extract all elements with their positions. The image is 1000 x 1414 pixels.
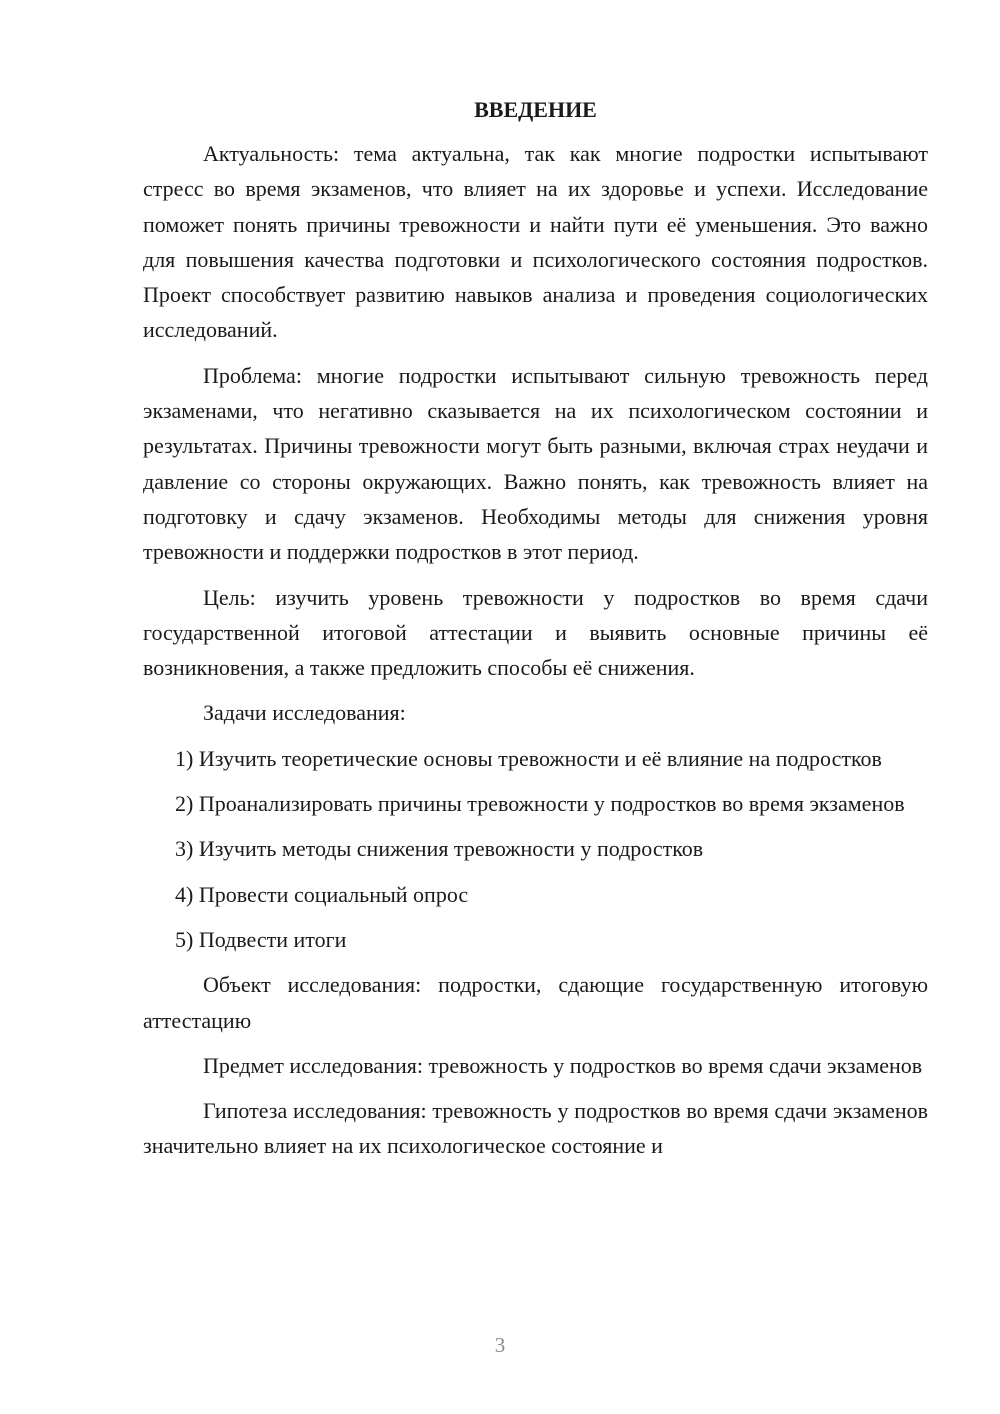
page-body <box>143 92 928 1174</box>
goal-paragraph: Цель: изучить уровень тревожности у подростков во время сдачи государственной итоговой аттестации и выявить основные причины её возникновения, а также предложить способы её снижения. <box>143 584 928 681</box>
task-item: 2) Проанализировать причины тревожности у подростков во время экзаменов <box>175 791 905 817</box>
research-subject-paragraph: Предмет исследования: тревожность у подростков во время сдачи экзаменов <box>203 1052 923 1078</box>
problem-paragraph: Проблема: многие подростки испытывают сильную тревожность перед экзаменами, что негативно сказывается на их психологическом состоянии и результатах. Причины тревожности могут быть разными, включая страх неудачи и давление со стороны окружающих. Важно понять, как тревожность влияет на подготовку и сдачу экзаменов. Необходимы методы для снижения уровня тревожности и поддержки подростков в этот период. <box>143 362 928 565</box>
tasks-heading: Задачи исследования: <box>203 700 406 726</box>
research-object-paragraph: Объект исследования: подростки, сдающие государственную итоговую аттестацию <box>143 972 928 1033</box>
page-number: 3 <box>494 1333 506 1357</box>
task-item: 5) Подвести итоги <box>175 926 347 952</box>
relevance-paragraph: Актуальность: тема актуальна, так как многие подростки испытывают стресс во время экзаменов, что влияет на их здоровье и успехи. Исследование поможет понять причины тревожности и найти пути её уменьшения. Это важно для повышения качества подготовки и психологического состояния подростков. Проект способствует развитию навыков анализа и проведения социологических исследований. <box>143 141 928 343</box>
page-title: ВВЕДЕНИЕ <box>474 97 597 122</box>
task-item: 3) Изучить методы снижения тревожности у подростков <box>175 836 704 862</box>
hypothesis-paragraph: Гипотеза исследования: тревожность у подростков во время сдачи экзаменов значительно влияет на их психологическое состояние и <box>143 1098 928 1159</box>
task-item: 1) Изучить теоретические основы тревожности и её влияние на подростков <box>175 745 882 771</box>
task-item: 4) Провести социальный опрос <box>175 881 469 907</box>
